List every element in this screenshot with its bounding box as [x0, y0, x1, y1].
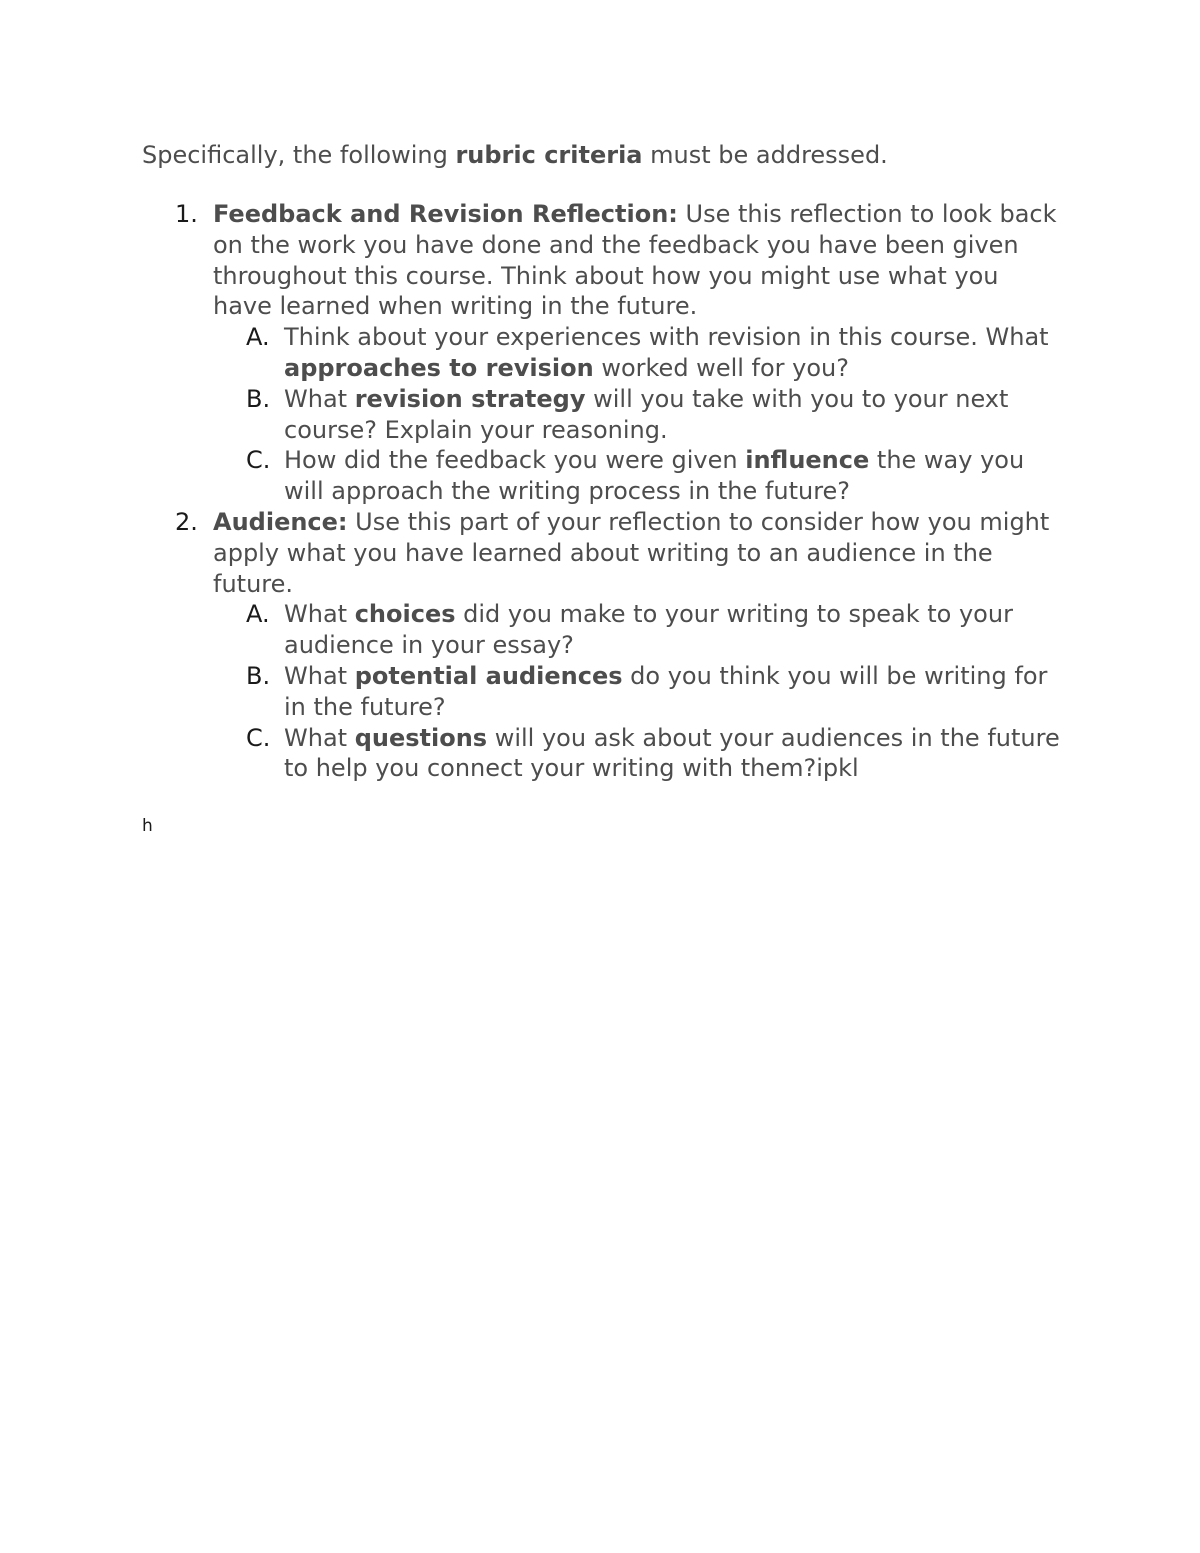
subitem-emphasis: questions — [354, 723, 488, 752]
subitem-emphasis: potential audiences — [354, 661, 623, 690]
subitem-marker: B. — [246, 661, 271, 690]
item-heading: Feedback and Revision Reflection: — [213, 200, 678, 228]
subitem-text-post: did you make to your writing to speak to your audience in your essay? — [284, 600, 1013, 660]
subitem-marker: A. — [246, 600, 270, 629]
subitem-c — [213, 723, 1062, 785]
subitem-marker: A. — [246, 323, 270, 352]
subitem-text-post: will you take with you to your next course? Explain your reasoning. — [284, 384, 1009, 444]
intro-prefix: Specifically, the following — [142, 141, 456, 169]
subitem-text-post: the way you will approach the writing process in the future? — [284, 446, 1025, 506]
subitem-a — [213, 322, 1062, 384]
rubric-list — [142, 199, 1062, 784]
list-marker: 2. — [175, 507, 198, 536]
item-text: Use this part of your reflection to consider how you might apply what you have learned about writing to an audience in the future. — [213, 507, 1050, 598]
subitem-a — [213, 599, 1062, 661]
subitem-text-pre: How did the feedback you were given — [284, 446, 746, 475]
subitem-emphasis: influence — [745, 446, 870, 475]
subitem-c — [213, 445, 1062, 507]
intro-emphasis: rubric criteria — [455, 141, 643, 169]
list-marker: 1. — [175, 200, 198, 228]
item-text: Use this reflection to look back on the work you have done and the feedback you have been given throughout this course. Think about how you might use what you have learned when writing in the future. — [213, 200, 1057, 321]
subitem-text-pre: What — [284, 661, 355, 690]
subitem-text-pre: What — [284, 384, 355, 413]
subitem-b — [213, 384, 1062, 446]
subitem-marker: B. — [246, 384, 271, 413]
subitem-emphasis: approaches to revision — [284, 353, 594, 382]
subitem-text-post: do you think you will be writing for in the future? — [284, 661, 1048, 721]
item-heading: Audience: — [213, 507, 348, 536]
subitem-text-pre: What — [284, 600, 355, 629]
subitem-b — [213, 661, 1062, 723]
rubric-item-audience — [142, 507, 1062, 784]
intro-suffix: must be addressed. — [642, 141, 888, 169]
subitem-marker: C. — [246, 723, 271, 752]
rubric-item-feedback-revision — [142, 199, 1062, 507]
subitem-text-pre: What — [284, 723, 355, 752]
subitem-marker: C. — [246, 446, 271, 475]
intro-paragraph — [142, 140, 1102, 171]
subitem-text-pre: Think about your experiences with revision in this course. What — [284, 323, 1049, 352]
subitem-text-post: worked well for you? — [593, 353, 850, 382]
subitem-emphasis: revision strategy — [354, 384, 586, 413]
subitem-emphasis: choices — [354, 600, 456, 629]
subitem-text-post: will you ask about your audiences in the future to help you connect your writing with them?ipkl — [284, 723, 1060, 783]
stray-text: h — [142, 816, 153, 836]
